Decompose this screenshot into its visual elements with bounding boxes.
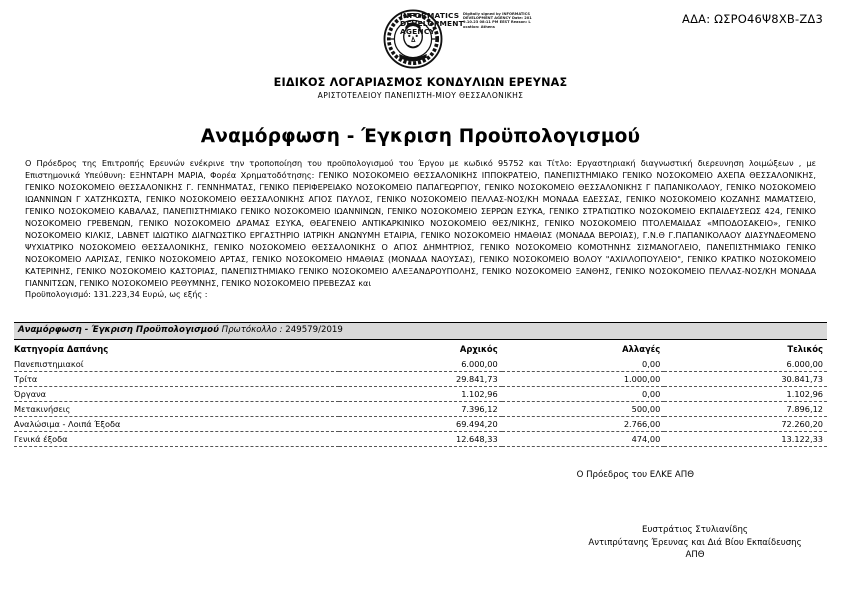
- cell-final: 1.102,96: [664, 387, 827, 402]
- cell-category: Μετακινήσεις: [14, 402, 339, 417]
- signature-role-top: [0, 470, 821, 480]
- informatics-development-agency-stamp-label: INFORMATICS DEVELOPMENT AGENCY: [400, 11, 464, 37]
- cell-category: Όργανα: [14, 387, 339, 402]
- cell-initial: 7.396,12: [339, 402, 502, 417]
- signature-institution: ΑΠΘ: [685, 550, 705, 560]
- cell-initial: 29.841,73: [339, 372, 502, 387]
- table-row: [14, 372, 827, 387]
- cell-changes: 500,00: [502, 402, 665, 417]
- cell-initial: 1.102,96: [339, 387, 502, 402]
- cell-changes: 0,00: [502, 357, 665, 372]
- cell-final: 13.122,33: [664, 432, 827, 447]
- cell-initial: 12.648,33: [339, 432, 502, 447]
- section-band: [14, 322, 827, 340]
- cell-changes: 474,00: [502, 432, 665, 447]
- cell-category: Αναλώσιμα - Λοιπά Έξοδα: [14, 417, 339, 432]
- column-header-changes: Αλλαγές: [622, 344, 661, 354]
- cell-final: 72.260,20: [664, 417, 827, 432]
- body-paragraph-tail: Προϋπολογισμό: 131.223,34 Ευρώ, ως εξής :: [25, 289, 208, 300]
- logo-row: [0, 0, 841, 72]
- column-header-initial: Αρχικός: [459, 344, 498, 354]
- body-paragraph: [25, 158, 816, 301]
- table-row: [14, 357, 827, 372]
- cell-initial: 6.000,00: [339, 357, 502, 372]
- cell-category: Γενικά έξοδα: [14, 432, 339, 447]
- budget-table-container: [14, 344, 827, 447]
- signature-block: [560, 524, 830, 562]
- digital-signature-stamp: Digitally signed by INFORMATICS DEVELOPMENT AGENCY Date: 2019.10.23 08:11 PM EEST Reason: Location: Athens: [463, 12, 532, 29]
- table-row: [14, 432, 827, 447]
- table-row: [14, 417, 827, 432]
- signature-role: Αντιπρύτανης Έρευνας και Διά Βίου Εκπαίδευσης: [588, 537, 802, 548]
- cell-final: 30.841,73: [664, 372, 827, 387]
- table-row: [14, 387, 827, 402]
- document-header: [0, 0, 841, 100]
- section-band-protocol-label: Πρωτόκολλο :: [218, 325, 286, 335]
- cell-initial: 69.494,20: [339, 417, 502, 432]
- column-header-category: Κατηγορία Δαπάνης: [14, 344, 109, 354]
- organization-name: ΕΙΔΙΚΟΣ ΛΟΓΑΡΙΑΣΜΟΣ ΚΟΝΔΥΛΙΩΝ ΕΡΕΥΝΑΣ: [273, 76, 568, 89]
- budget-table: [14, 344, 827, 447]
- cell-category: Τρίτα: [14, 372, 339, 387]
- page-title: Αναμόρφωση - Έγκριση Προϋπολογισμού: [200, 126, 641, 147]
- organization-subtitle: ΑΡΙΣΤΟΤΕΛΕΙΟΥ ΠΑΝΕΠΙΣΤΗ-ΜΙΟΥ ΘΕΣΣΑΛΟΝΙΚΗΣ: [317, 91, 524, 100]
- ada-code: ΑΔΑ: ΩΣΡΟ46Ψ8ΧΒ-ΖΔ3: [682, 12, 823, 26]
- cell-final: 6.000,00: [664, 357, 827, 372]
- cell-category: Πανεπιστημιακοί: [14, 357, 339, 372]
- cell-changes: 1.000,00: [502, 372, 665, 387]
- cell-changes: 0,00: [502, 387, 665, 402]
- table-row: [14, 402, 827, 417]
- signature-role-top-text: Ο Πρόεδρος του ΕΛΚΕ ΑΠΘ: [576, 470, 694, 480]
- cell-final: 7.896,12: [664, 402, 827, 417]
- signature-name: Ευστράτιος Στυλιανίδης: [642, 525, 748, 535]
- section-band-protocol-number: 249579/2019: [285, 325, 343, 335]
- section-band-title: Αναμόρφωση - Έγκριση Προϋπολογισμού: [18, 325, 219, 335]
- column-header-final: Τελικός: [787, 344, 823, 354]
- table-header-row: [14, 344, 827, 357]
- cell-changes: 2.766,00: [502, 417, 665, 432]
- body-paragraph-main: Ο Πρόεδρος της Επιτροπής Ερευνών ενέκρινε την τροποποίηση του προϋπολογισμού του Έργου με κωδικό 95752 και Τίτλο: Εργαστηριακή διαγνωστική διερευνηση λοιμώξεων , με Επιστημονικά Υπεύθυνη: ΕΞΗΝΤΑΡΗ ΜΑΡΙΑ, Φορέα Χρηματοδότησης: ΓΕΝΙΚΟ ΝΟΣΟΚΟΜΕΙΟ ΘΕΣΣΑΛΟΝΙΚΗΣ ΙΠΠΟΚΡΑΤΕΙΟ, ΠΑΝΕΠΙΣΤΗΜΙΑΚΟ ΓΕΝΙΚΟ ΝΟΣΟΚΟΜΕΙΟ ΑΧΕΠΑ ΘΕΣΣΑΛΟΝΙΚΗΣ, ΓΕΝΙΚΟ ΝΟΣΟΚΟΜΕΙΟ ΘΕΣΣΑΛΟΝΙΚΗΣ Γ. ΓΕΝΝΗΜΑΤΑΣ, ΓΕΝΙΚΟ ΠΕΡΙΦΕΡΕΙΑΚΟ ΝΟΣΟΚΟΜΕΙΟ ΠΑΠΑΓΕΩΡΓΙΟΥ, ΓΕΝΙΚΟ ΝΟΣΟΚΟΜΕΙΟ ΘΕΣΣΑΛΟΝΙΚΗΣ Γ ΠΑΠΑΝΙΚΟΛΑΟΥ, ΓΕΝΙΚΟ ΝΟΣΟΚΟΜΕΙΟ ΙΩΑΝΝΙΝΩΝ Γ ΧΑΤΖΗΚΩΣΤΑ, ΓΕΝΙΚΟ ΝΟΣΟΚΟΜΕΙΟ ΘΕΣΣΑΛΟΝΙΚΗΣ ΑΓΙΟΣ ΠΑΥΛΟΣ, ΓΕΝΙΚΟ ΝΟΣΟΚΟΜΕΙΟ ΠΕΛΛΑΣ-ΝΟΣ/ΚΗ ΜΟΝΑΔΑ ΕΔΕΣΣΑΣ, ΓΕΝΙΚΟ ΝΟΣΟΚΟΜΕΙΟ ΚΟΖΑΝΗΣ ΜΑΜΑΤΣΕΙΟ, ΓΕΝΙΚΟ ΝΟΣΟΚΟΜΕΙΟ ΚΑΒΑΛΑΣ, ΠΑΝΕΠΙΣΤΗΜΙΑΚΟ ΓΕΝΙΚΟ ΝΟΣΟΚΟΜΕΙΟ ΙΩΑΝΝΙΝΩΝ, ΓΕΝΙΚΟ ΝΟΣΟΚΟΜΕΙΟ ΣΕΡΡΩΝ ΕΣΥΚΑ, ΓΕΝΙΚΟ ΣΤΡΑΤΙΩΤΙΚΟ ΝΟΣΟΚΟΜΕΙΟ ΕΚΠΑΙΔΕΥΣΕΩΣ 424, ΓΕΝΙΚΟ ΝΟΣΟΚΟΜΕΙΟ ΓΡΕΒΕΝΩΝ, ΓΕΝΙΚΟ ΝΟΣΟΚΟΜΕΙΟ ΔΡΑΜΑΣ ΕΣΥΚΑ, ΘΕΑΓΕΝΕΙΟ ΑΝΤΙΚΑΡΚΙΝΙΚΟ ΝΟΣΟΚΟΜΕΙΟ ΘΕΣ/ΝΙΚΗΣ, ΓΕΝΙΚΟ ΝΟΣΟΚΟΜΕΙΟ ΠΤΟΛΕΜΑΙΔΑΣ «ΜΠΟΔΟΣΑΚΕΙΟ», ΓΕΝΙΚΟ ΝΟΣΟΚΟΜΕΙΟ ΚΙΛΚΙΣ, LABNET ΙΔΙΩΤΙΚΟ ΔΙΑΓΝΩΣΤΙΚΟ ΕΡΓΑΣΤΗΡΙΟ ΙΑΤΡΙΚΗ ΑΝΩΝΥΜΗ ΕΤΑΙΡΙΑ, ΓΕΝΙΚΟ ΝΟΣΟΚΟΜΕΙΟ ΗΜΑΘΙΑΣ (ΜΟΝΑΔΑ ΒΕΡΟΙΑΣ), Γ.Ν.Θ Γ.ΠΑΠΑΝΙΚΟΛΑΟΥ ΔΙΑΣΥΝΔΕΟΜΕΝΟ ΨΥΧΙΑΤΡΙΚΟ ΝΟΣΟΚΟΜΕΙΟ ΘΕΣΣΑΛΟΝΙΚΗΣ, ΓΕΝΙΚΟ ΝΟΣΟΚΟΜΕΙΟ ΘΕΣΣΑΛΟΝΙΚΗΣ Ο ΑΓΙΟΣ ΔΗΜΗΤΡΙΟΣ, ΓΕΝΙΚΟ ΝΟΣΟΚΟΜΕΙΟ ΚΟΜΟΤΗΝΗΣ ΣΙΣΜΑΝΟΓΛΕΙΟ, ΠΑΝΕΠΙΣΤΗΜΙΑΚΟ ΓΕΝΙΚΟ ΝΟΣΟΚΟΜΕΙΟ ΛΑΡΙΣΑΣ, ΓΕΝΙΚΟ ΝΟΣΟΚΟΜΕΙΟ ΑΡΤΑΣ, ΓΕΝΙΚΟ ΝΟΣΟΚΟΜΕΙΟ ΗΜΑΘΙΑΣ (ΜΟΝΑΔΑ ΝΑΟΥΣΑΣ), ΓΕΝΙΚΟ ΝΟΣΟΚΟΜΕΙΟ ΒΟΛΟΥ "ΑΧΙΛΛΟΠΟΥΛΕΙΟ", ΓΕΝΙΚΟ ΚΡΑΤΙΚΟ ΝΟΣΟΚΟΜΕΙΟ ΚΑΤΕΡΙΝΗΣ, ΓΕΝΙΚΟ ΝΟΣΟΚΟΜΕΙΟ ΚΑΣΤΟΡΙΑΣ, ΠΑΝΕΠΙΣΤΗΜΙΑΚΟ ΓΕΝΙΚΟ ΝΟΣΟΚΟΜΕΙΟ ΑΛΕΞΑΝΔΡΟΥΠΟΛΗΣ, ΓΕΝΙΚΟ ΝΟΣΟΚΟΜΕΙΟ ΞΑΝΘΗΣ, ΓΕΝΙΚΟ ΝΟΣΟΚΟΜΕΙΟ ΠΕΛΛΑΣ-ΝΟΣ/ΚΗ ΜΟΝΑΔΑ ΓΙΑΝΝΙΤΣΩΝ, ΓΕΝΙΚΟ ΝΟΣΟΚΟΜΕΙΟ ΡΕΘΥΜΝΗΣ, ΓΕΝΙΚΟ ΝΟΣΟΚΟΜΕΙΟ ΠΡΕΒΕΖΑΣ και: [25, 158, 816, 288]
